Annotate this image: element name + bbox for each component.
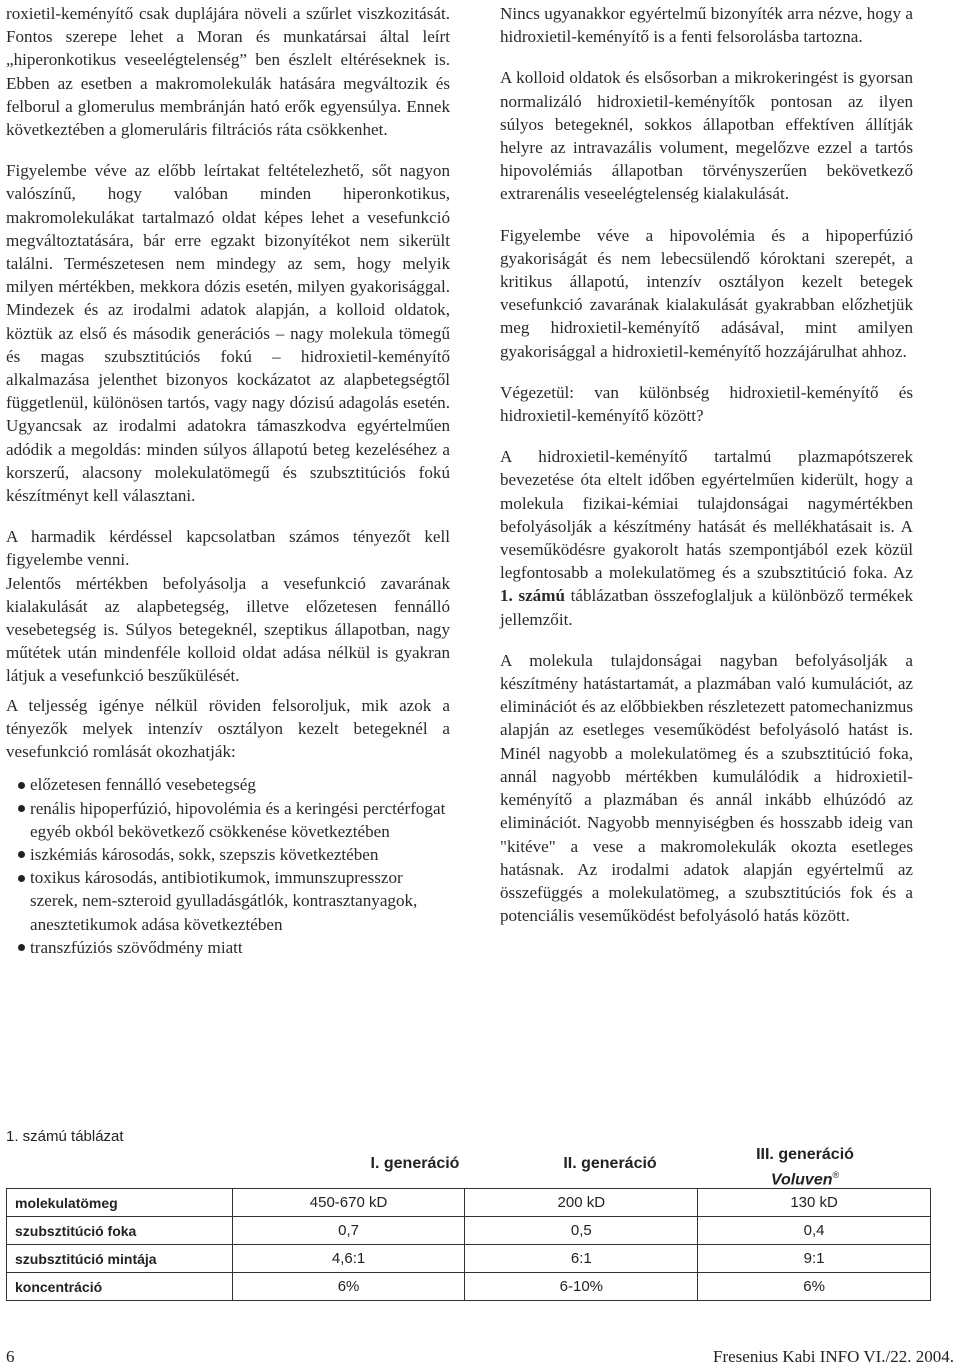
list-item: iszkémiás károsodás, sokk, szepszis következtében [6,843,450,866]
left-paragraph-1: roxietil-keményítő csak duplájára növeli a szűrlet viszkozitását. Fontos szerepe lehet a Moran és munkatársai által leírt „hiperonkotikus veseelégtelenség” ben észlelt eltéréseknek is. Ebben az esetben a makromolekulák hatására megváltozik és felborul a glomerulus membránján ható erők egyensúlya. Ennek következtében a glomeruláris filtrációs ráta csökkenhet. [6,4,450,140]
column-header-gen3: III. generáció Voluven® [756,1146,854,1189]
column-header-gen1: I. generáció [370,1155,460,1172]
table-cell: 9:1 [698,1245,931,1273]
right-paragraph-6: A molekula tulajdonságai nagyban befolyásolják a készítmény hatástartamát, a plazmában való kumulációt, az eliminációt és az előbbiekben részletezett patomechanizmus alapján az esetleges veseműködést befolyásoló hatást is. Minél nagyobb a molekulatömeg és a szubsztitúció foka, annál nagyobb mértékben kumulálódik a hidroxietil-keményítő a plazmában és annál inkább elhúzódó az eliminációt. Nagyobb mennyiségben és hosszabb ideig van "kitéve" a vese a makromolekulák okozta esetleges hatásnak. Az irodalmi adatok alapján egyértelmű az összefüggés a molekulatömeg, a szubsztitúciós fok és a potenciális veseműködést befolyásoló hatás között. [500,650,913,926]
table-cell: 200 kD [465,1189,698,1217]
column-header-gen2: II. generáció [563,1155,657,1172]
right-paragraph-5: A hidroxietil-keményítő tartalmú plazmapótszerek bevezetése óta eltelt időben egyértelműen kiderült, hogy a molekula fizikai-kémiai tulajdonságai nagymértékben befolyásolják a készítmény hatását és mellékhatásait is. A veseműködésre gyakorolt hatás szempontjából ezek közül legfontosabb a molekulatömeg és a szubsztitúció foka. Az 1. számú táblázatban összefoglaljuk a különböző termékek jellemzőit. [500,447,913,629]
table-reference: 1. számú [500,586,565,606]
table-cell: 0,4 [698,1217,931,1245]
row-label: molekulatömeg [7,1189,233,1217]
right-paragraph-3: Figyelembe véve a hipovolémia és a hipoperfúzió gyakoriságát és nem lebecsülendő kóroktani szerepét, a kritikus állapotú, intenzív osztályon kezelt betegek vesefunkció zavarának kialakulását gyakrabban előzhetjük meg hidroxietil-keményítő adásával, mint amilyen gyakorisággal a hidroxietil-keményítő hozzájárulhat ahhoz. [500,225,913,361]
list-item: előzetesen fennálló vesebetegség [6,773,450,796]
bullet-icon [18,944,25,951]
right-paragraph-1: Nincs ugyanakkor egyértelmű bizonyíték arra nézve, hogy a hidroxietil-keményítő is a fenti felsorolásba tartozna. [500,4,913,47]
table-cell: 0,7 [232,1217,465,1245]
risk-factor-list [6,773,450,959]
right-paragraph-4: Végezetül: van különbség hidroxietil-keményítő és hidroxietil-keményítő között? [500,382,913,426]
comparison-table [6,1188,931,1301]
row-label: szubsztitúció foka [7,1217,233,1245]
table-row [7,1217,931,1245]
journal-footer: Fresenius Kabi INFO VI./22. 2004. [713,1347,954,1366]
bullet-icon [18,851,25,858]
table-cell: 0,5 [465,1217,698,1245]
left-paragraph-3: A harmadik kérdéssel kapcsolatban számos tényezőt kell figyelembe venni. [6,527,450,570]
bullet-icon [18,805,25,812]
bullet-icon [18,875,25,882]
left-paragraph-4: Jelentős mértékben befolyásolja a vesefunkció zavarának kialakulását az alapbetegség, illetve előzetesen fennálló vesebetegség is. Súlyos betegeknél, szeptikus állapotban, nagy műtétek után mindenféle kolloid oldat adása nélkül is gyakran látjuk a vesefunkció beszűkülését. [6,573,450,686]
table-row [7,1245,931,1273]
table-caption: 1. számú táblázat [6,1128,124,1145]
table-cell: 130 kD [698,1189,931,1217]
left-column [6,2,450,959]
product-name: Voluven [770,1171,833,1189]
right-column [500,2,913,945]
left-paragraph-5: A teljesség igénye nélkül röviden felsoroljuk, mik azok a tényezők melyek intenzív osztályon kezelt betegeknél a vesefunkció romlását okozhatják: [6,695,450,762]
table-cell: 6% [698,1273,931,1301]
row-label: szubsztitúció mintája [7,1245,233,1273]
table-row [7,1273,931,1301]
list-item: toxikus károsodás, antibiotikumok, immunszupresszor szerek, nem-szteroid gyulladásgátlók, kontrasztanyagok, anesztetikumok adása következtében [6,866,450,936]
table-cell: 6:1 [465,1245,698,1273]
table-cell: 4,6:1 [232,1245,465,1273]
table-cell: 6% [232,1273,465,1301]
table-cell: 6-10% [465,1273,698,1301]
right-paragraph-2: A kolloid oldatok és elsősorban a mikrokeringést is gyorsan normalizáló hidroxietil-keményítők pontosan az ilyen súlyos betegeknél, sokkos állapotban effektíven állítják helyre az intravazális volument, megelőzve ezzel a tartós hipovolémiás állapotban törvényszerűen bekövetkező extrarenális veseelégtelenség kialakulását. [500,68,913,204]
list-item: transzfúziós szövődmény miatt [6,936,450,959]
registered-mark: ® [832,1170,840,1180]
bullet-icon [18,782,25,789]
page-number: 6 [6,1347,15,1366]
row-label: koncentráció [7,1273,233,1301]
left-paragraph-2: Figyelembe véve az előbb leírtakat feltételezhető, sőt nagyon valószínű, hogy valóban minden hiperonkotikus, makromolekulákat tartalmazó oldat képes lehet a vesefunkció megváltoztatására, bár erre egzakt bizonyítékot nem sikerült találni. Természetesen nem mindegy az sem, hogy melyik milyen mértékben, mekkora dózis esetén, milyen gyakorisággal. Mindezek és az irodalmi adatok alapján, a kolloid oldatok, köztük az első és második generációs – nagy molekula tömegű és magas szubsztitúciós fokú – hidroxietil-keményítő alkalmazása jelenthet bizonyos kockázatot az alapbetegségtől függetlenül, különösen tartós, vagy nagy dózisú adagolás esetén. Ugyancsak az irodalmi adatokra támaszkodva egyértelműen adódik a megoldás: minden súlyos állapotú beteg kezeléséhez a korszerű, alacsony molekulatömegű és szubsztitúciós fokú készítményt kell választani. [6,161,450,506]
list-item: renális hipoperfúzió, hipovolémia és a keringési perctérfogat egyéb okból bekövetkező csökkenése következtében [6,797,450,843]
table-cell: 450-670 kD [232,1189,465,1217]
table-row [7,1189,931,1217]
